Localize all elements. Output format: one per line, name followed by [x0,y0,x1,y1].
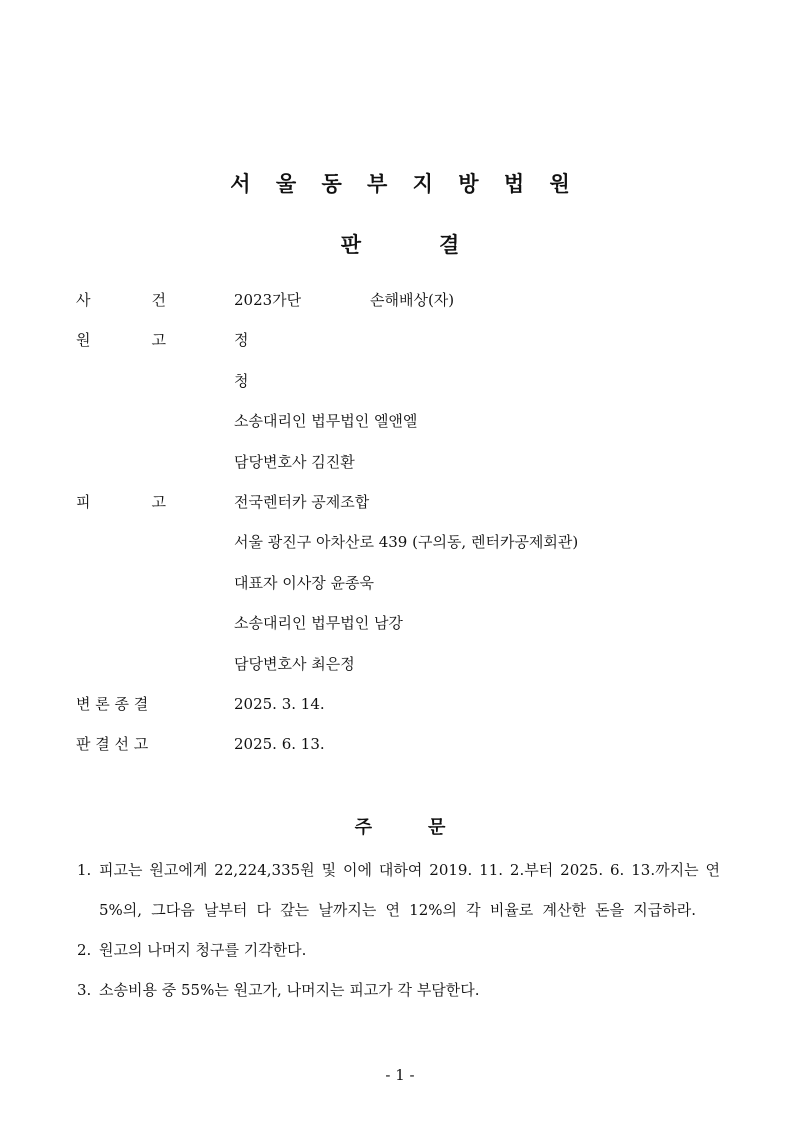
order-item-3-text: 소송비용 중 55%는 원고가, 나머지는 피고가 각 부담한다. [99,981,480,999]
order-item-1-line-1: 피고는 원고에게 22,224,335원 및 이에 대하여 2019. 11. 2.부터 2025. 6. 13.까지는 연 [99,861,720,879]
judgment-date-label: 판 결 선 고 [76,735,149,753]
defendant-row [0,490,800,514]
plaintiff-attorney: 담당변호사 김진환 [234,453,355,471]
hearing-closed-label: 변 론 종 결 [76,695,149,713]
plaintiff-name-2: 청 [234,372,249,390]
defendant-attorney: 담당변호사 최은정 [234,655,355,673]
order-title: 주 문 [354,817,446,838]
defendant-attorney-firm: 소송대리인 법무법인 남강 [234,614,403,632]
plaintiff-name-1: 정 [234,331,249,349]
hearing-closed-date: 2025. 3. 14. [234,695,325,713]
hearing-closed-row [0,692,800,716]
plaintiff-row [0,328,800,352]
document-title-left: 판 [340,233,361,257]
order-item-2-number: 2. [77,941,92,959]
order-item-2-text: 원고의 나머지 청구를 기각한다. [99,941,307,959]
case-number: 2023가단 [234,291,302,309]
document-title-right: 결 [439,233,460,257]
court-name: 서 울 동 부 지 방 법 원 [230,172,579,196]
defendant-name: 전국렌터카 공제조합 [234,493,370,511]
order-item-3-number: 3. [77,981,92,999]
plaintiff-attorney-firm: 소송대리인 법무법인 엘앤엘 [234,412,418,430]
defendant-representative: 대표자 이사장 윤종욱 [234,574,374,592]
plaintiff-label: 원 고 [76,331,166,349]
judgment-date-row [0,732,800,756]
document-title [0,229,800,259]
page-number: - 1 - [385,1066,415,1084]
order-item-1-number: 1. [77,861,92,879]
case-claim: 손해배상(자) [370,291,455,309]
defendant-address: 서울 광진구 아차산로 439 (구의동, 렌터카공제회관) [234,533,579,551]
case-row [0,288,800,312]
judgment-date: 2025. 6. 13. [234,735,325,753]
case-label: 사 건 [76,291,166,309]
order-item-1-line-2: 5%의, 그다음 날부터 다 갚는 날까지는 연 12%의 각 비율로 계산한 돈을 지급하라. [99,901,696,919]
defendant-label: 피 고 [76,493,166,511]
